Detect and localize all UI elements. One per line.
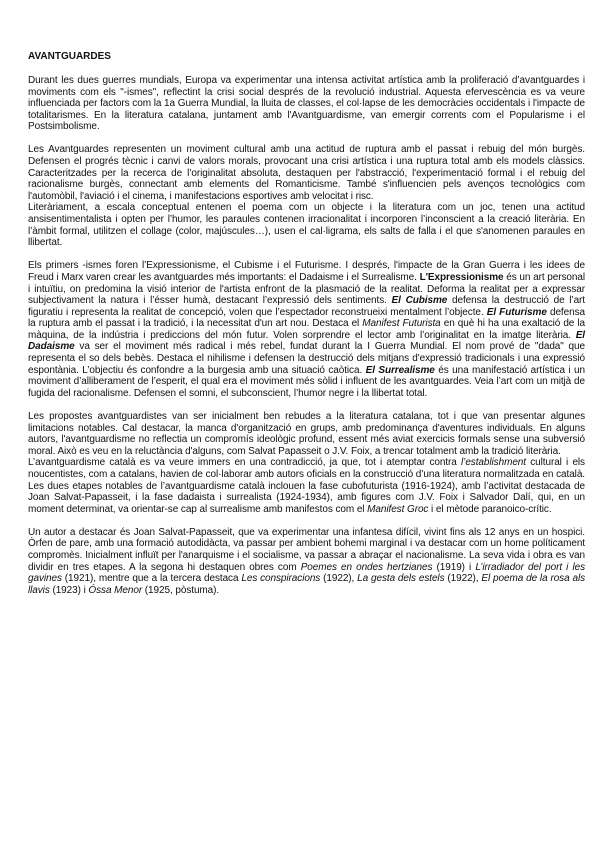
bold-italic-term: El Surrealisme [365,364,435,376]
text-run: Les Avantguardes representen un moviment cultural amb una actitud de ruptura amb el passat i rebuig del món burgès. Defensen el progrés tècnic i canvi de valors morals, provocant una crisi artística i una ruptura total amb els models clàssics. Caracteritzades per la recerca de l’originalitat absoluta, destaquen per l'abstracció, l'experimentació formal i el rebuig del racionalisme burgès, connectant amb elements del Romanticisme. També s'influencien pels avenços tecnològics com l'automòbil, l'aviació i el cinema, i manifestacions esportives amb velocitat i risc. [28,144,585,202]
italic-title: L’irradiador del port i les gavines [28,561,585,585]
text-run: va ser el moviment més radical i més rebel, fundat durant la I Guerra Mundial. El nom prové de "dada" que representa el so dels bebès. Destaca el nihilisme i defensen la destrucció dels mitjans d'expressió tradicionals i una expressió espontània. L’objectiu és confondre a la burgesia amb una situació caòtica. [28,341,585,376]
text-run: (1922), [320,573,358,585]
text-run: és una manifestació artística i un moviment d’alliberament de l’esperit, el qual era el moviment més sòlid i influent de les avantguardes. Veia l’art com un mitjà de fugida del racionalisme. Defensen el somni, el subconscient, l’humor negre i la llibertat total. [28,364,585,399]
text-run: Les propostes avantguardistes van ser inicialment ben rebudes a la literatura catalana, tot i que van presentar algunes limitacions notables. Cal destacar, la manca d'organització en grups, amb predominança d'aventures individuals. En alguns autors, l'avantguardisme no reflectia un compromís ideològic profund, essent més aviat exercicis formals sense una subversió moral. Això es veu en la reluctància d'alguns, com Salvat Papasseit o J.V. Foix, a trencar totalment amb la tradició literària. [28,410,585,457]
bold-italic-term: El Futurisme [486,306,547,318]
text-run: és un art personal i intuïtiu, on predomina la visió interior de l'artista enfront de la plasmació de la realitat. Deforma la realitat per a expressar subjectivament la natura i l’ésser humà, destacant l’expressió dels sentiments. [28,271,585,307]
italic-title: Manifest Futurista [362,318,441,330]
bold-term: L'Expressionisme [419,271,504,283]
text-run: Un autor a destacar és Joan Salvat-Papasseit, que va experimentar una infantesa difícil, vivint fins als 12 anys en un hospici. Òrfen de pare, amb una formació autodidàcta, va passar per ambient bohemi marginal i va destacar com un home políticament compromès. Inicialment influït per l'anarquisme i el socialisme, va passar a abraçar el nacionalisme. La seva vida i obra es van dividir en tres etapes. A la segona hi destaquen obres com [28,526,585,573]
paragraph-literary-traits [28,202,585,248]
paragraph-definition [28,144,585,202]
text-run: (1919) i [432,561,476,573]
paragraph-intro [28,75,585,133]
paragraph-isms [28,260,585,399]
text-run: en què hi ha una exaltació de la màquina, de la indústria i prediccions del món futur. Volen sorprendre el lector amb l’originalitat en la imatge literària. [28,318,585,341]
text-run: (1922), [444,573,482,585]
italic-title: Manifest Groc [367,503,429,515]
text-run: cultural i els noucentistes, com a catalans, havien de col·laborar amb autors oficials en la construcció d’una literatura normalitzada en català. Les dues etapes notables de l’avantguardisme català inclouen la fase cubofuturista (1916-1924), amb l’activitat destacada de Joan Salvat-Papasseit, i la fase dadaista i surrealista (1924-1934), amb figures com J.V. Foix i Salvador Dalí, qui, en un moment determinat, va orientar-se cap al surrealisme amb manifestos com el [28,457,585,515]
text-run: Els primers -ismes foren l’Expressionisme, el Cubisme i el Futurisme. I després, l'impacte de la Gran Guerra i les idees de Freud i Marx varen crear les avantguardes més importants: el Dadaisme i el Surrealisme. [28,260,585,283]
bold-italic-term: El Dadaisme [28,329,585,353]
text-run: Literàriament, a escala conceptual entenen el poema com un objecte i la literatura com un joc, tenen una actitud ansisentimentalista i opten per l’humor, les paraules contenen irracionalitat i incorporen l’inconscient a la creació literària. En l’àmbit formal, utilitzen el collage (color, majúscules…), usen el cal·ligrama, els salts de falla i el que s'anomenen paraules en llibertat. [28,202,585,249]
text-run: i el mètode paranoico-crític. [428,503,552,515]
paragraph-gap [28,515,585,527]
text-run: defensa la destrucció de l’art figuratiu i representa la realitat de concepció, volen que l’espectador reconstrueixi mentalment l’objecte. [28,295,586,318]
text-run: defensa la ruptura amb el passat i la tradició, i la necessitat d'un art nou. Destaca el [28,306,585,330]
paragraph-gap [28,133,585,145]
paragraph-salvat-papasseit [28,527,585,597]
text-run: (1921), mentre que a la tercera destaca [61,573,242,585]
italic-title: La gesta dels estels [357,573,445,585]
italic-title: Poemes en ondes hertzianes [300,561,433,573]
document-title: AVANTGUARDES [28,51,111,62]
paragraph-catalan-contradiction [28,457,585,515]
document-body [28,51,585,596]
bold-italic-term: El Cubisme [391,295,448,307]
italic-title: El poema de la rosa als llavis [28,573,586,596]
text-run: (1925, pòstuma). [142,584,220,596]
text-run: Durant les dues guerres mundials, Europa va experimentar una intensa activitat artística amb la proliferació d’avantguardes i moviments com els "-ismes", reflectint la crisi social després de la revolució industrial. Aquesta efervescència es va veure influenciada per factors com la 1a Guerra Mundial, la lluita de classes, el col·lapse de les democràcies occidentals i l'impacte de totalitarismes. En la literatura catalana, juntament amb l'Avantguardisme, van emergir corrents com el Popularisme i el Postsimbolisme. [28,75,585,133]
italic-title: Les conspiracions [241,573,321,585]
italic-title: Óssa Menor [88,584,143,596]
paragraph-gap [28,249,585,261]
text-run: (1923) i [49,584,89,596]
text-run: L’avantguardisme català es va veure immers en una contradicció, ja que, tot i atemptar contra [28,457,462,469]
paragraph-gap [28,399,585,411]
italic-title: l’establishment [461,457,526,469]
paragraph-catalan-reception [28,411,585,457]
